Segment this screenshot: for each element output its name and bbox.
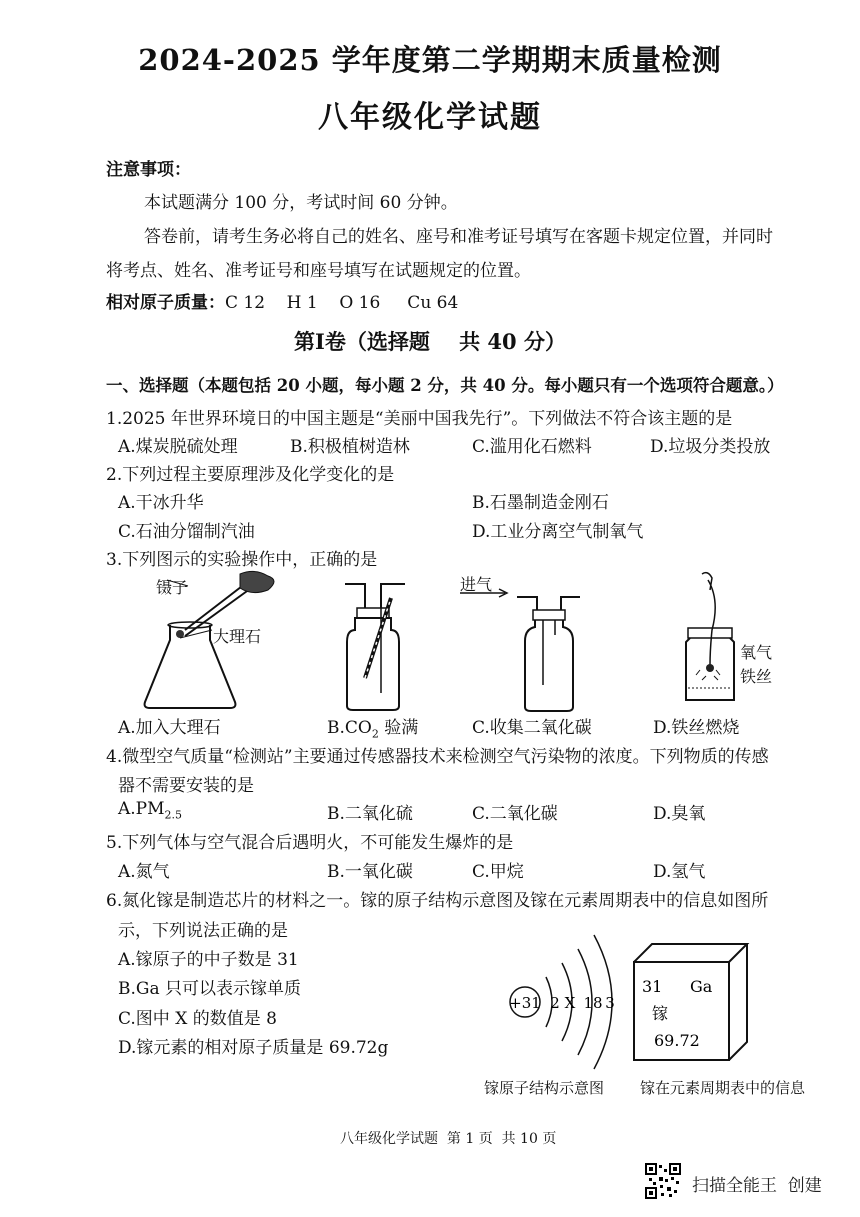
q4-option-a: $A.PM_{2.5}$: [118, 799, 183, 822]
atom-nucleus: +31: [509, 994, 541, 1012]
exam-subtitle: 八年级化学试题: [318, 100, 542, 135]
q6-option-a: A.镓原子的中子数是 31: [118, 950, 299, 970]
q4-option-d: D.臭氧: [653, 804, 706, 824]
q3-option-d: D.铁丝燃烧: [653, 718, 740, 738]
q5-option-b: B.一氧化碳: [327, 862, 413, 882]
q3-stem: 3.下列图示的实验操作中，正确的是: [106, 550, 378, 570]
q5-option-d: D.氢气: [653, 862, 706, 882]
element-caption: 镓在元素周期表中的信息: [640, 1079, 806, 1097]
q4-option-c: C.二氧化碳: [472, 804, 558, 824]
q3-option-c: C.收集二氧化碳: [472, 718, 592, 738]
q1-option-c: C.滥用化石燃料: [472, 437, 592, 457]
element-mass: 69.72: [654, 1031, 700, 1050]
atom-shell-1: 2: [550, 994, 560, 1012]
notice-heading: 注意事项：: [106, 160, 191, 180]
figure-b-bottle: [335, 578, 415, 713]
label-gas-in: 进气: [460, 575, 493, 594]
element-name: 镓: [652, 1004, 669, 1023]
q3-option-a: A.加入大理石: [118, 718, 221, 738]
q6-option-c: C.图中 X 的数值是 8: [118, 1009, 277, 1029]
q1-option-a: A.煤炭脱硫处理: [118, 437, 238, 457]
label-iron-wire: 铁丝: [740, 667, 773, 686]
atomic-mass-label: 相对原子质量：: [106, 293, 225, 313]
q5-option-c: C.甲烷: [472, 862, 524, 882]
q4-stem-line-1: 4.微型空气质量“检测站”主要通过传感器技术来检测空气污染物的浓度。下列物质的传感: [106, 747, 769, 767]
label-marble: 大理石: [213, 627, 262, 646]
atom-structure-diagram: [500, 925, 625, 1075]
q5-stem: 5.下列气体与空气混合后遇明火，不可能发生爆炸的是: [106, 833, 514, 853]
q1-stem: 1.2025 年世界环境日的中国主题是“美丽中国我先行”。下列做法不符合该主题的是: [106, 409, 733, 429]
atom-shell-2: X: [564, 994, 576, 1012]
notice-line-1: 本试题满分 100 分，考试时间 60 分钟。: [144, 193, 458, 213]
section-title: 第Ⅰ卷（选择题 共 40 分）: [294, 329, 566, 354]
exam-title: 2024-2025 学年度第二学期期末质量检测: [138, 43, 722, 77]
element-cell: [630, 940, 755, 1065]
q2-stem: 2.下列过程主要原理涉及化学变化的是: [106, 465, 395, 485]
q3-option-b: $B.CO_2$ 验满: [327, 718, 419, 741]
page-info: 八年级化学试题 第 1 页 共 10 页: [340, 1131, 557, 1147]
q2-option-a: A.干冰升华: [118, 493, 204, 513]
notice-line-2: 答卷前，请考生务必将自己的姓名、座号和准考证号填写在客题卡规定位置，并同时: [144, 227, 773, 247]
part1-heading: 一、选择题（本题包括 20 小题，每小题 2 分，共 40 分。每小题只有一个选项符合题意。）: [106, 376, 784, 395]
q2-option-c: C.石油分馏制汽油: [118, 522, 255, 542]
element-symbol: Ga: [690, 977, 713, 996]
q2-option-d: D.工业分离空气制氧气: [472, 522, 644, 542]
q4-stem-line-2: 器不需要安装的是: [118, 776, 254, 796]
atom-caption: 镓原子结构示意图: [484, 1079, 605, 1097]
q1-option-d: D.垃圾分类投放: [650, 437, 771, 457]
q6-option-d: D.镓元素的相对原子质量是 69.72g: [118, 1038, 389, 1058]
q6-stem-line-1: 6.氮化镓是制造芯片的材料之一。镓的原子结构示意图及镓在元素周期表中的信息如图所: [106, 891, 769, 911]
q6-stem-line-2: 示，下列说法正确的是: [118, 921, 288, 941]
atom-shell-4: 3: [605, 994, 615, 1012]
scanner-watermark: 扫描全能王 创建: [692, 1176, 822, 1196]
element-number: 31: [642, 977, 663, 996]
qr-code-icon: [645, 1163, 681, 1199]
figure-c-bottle: [455, 575, 595, 715]
q1-option-b: B.积极植树造林: [290, 437, 410, 457]
atom-shell-3: 18: [583, 994, 603, 1012]
label-oxygen: 氧气: [740, 643, 773, 662]
q5-option-a: A.氮气: [118, 862, 170, 882]
label-tweezers: 镊子: [156, 578, 189, 597]
q2-option-b: B.石墨制造金刚石: [472, 493, 609, 513]
atomic-mass-values: C 12 H 1 O 16 Cu 64: [225, 293, 459, 313]
q4-option-b: B.二氧化硫: [327, 804, 413, 824]
atomic-mass-line: [106, 288, 458, 313]
notice-line-3: 将考点、姓名、准考证号和座号填写在试题规定的位置。: [106, 261, 531, 281]
q6-option-b: B.Ga 只可以表示镓单质: [118, 979, 302, 999]
